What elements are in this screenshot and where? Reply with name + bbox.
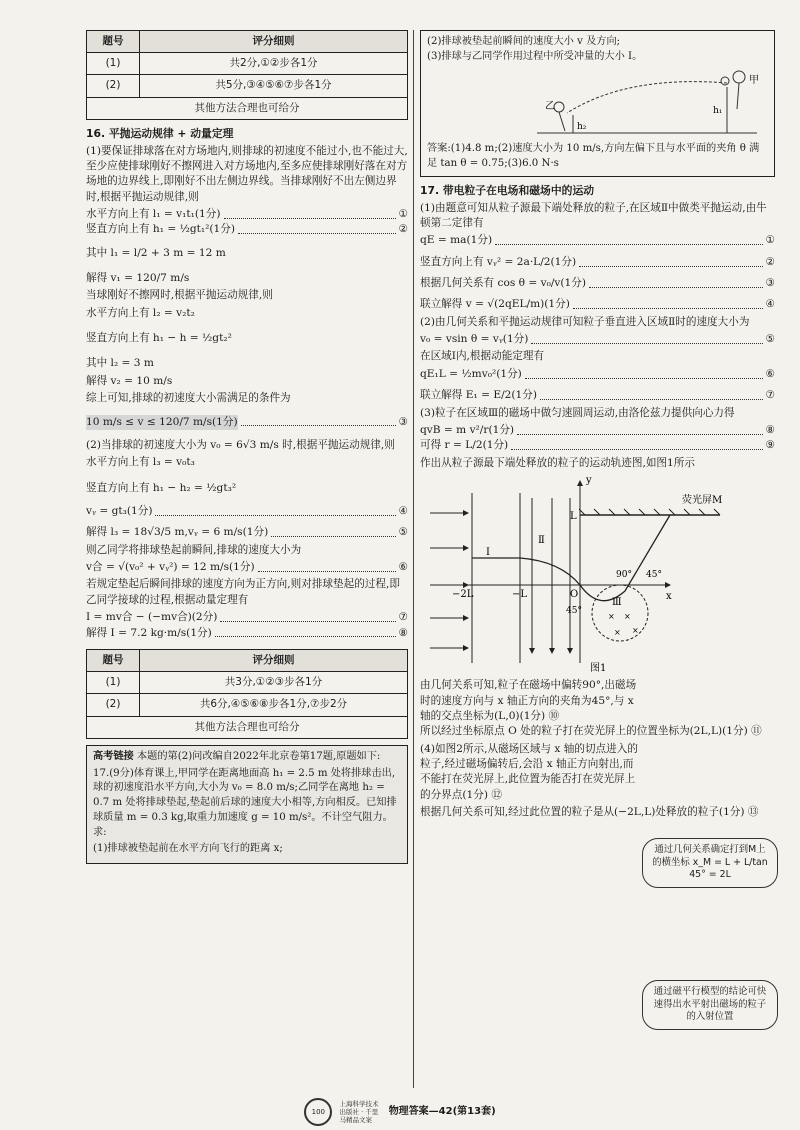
exam-link-box	[86, 745, 408, 864]
label-angle-45: 45°	[646, 569, 662, 580]
table-header-criteria: 评分细则	[140, 31, 408, 53]
callout-note-1: 通过几何关系确定打到M上的横坐标 x_M = L + L/tan 45° = 2L	[642, 838, 778, 888]
equation-line: 竖直方向上有 h₁ − h₂ = ½gt₃²	[86, 481, 237, 494]
label-angle-90: 90°	[616, 569, 632, 580]
label-region-1: Ⅰ	[486, 546, 490, 558]
scoring-table-1	[86, 30, 408, 120]
callout-note-2: 通过磁平行模型的结论可快速得出水平射出磁场的粒子的入射位置	[642, 980, 778, 1030]
table-row: (1) 共3分,①②③步各1分	[87, 672, 408, 694]
player-yi-icon	[554, 102, 564, 112]
equation-line: 竖直方向上有 h₁ = ½gt₁²(1分) ②	[86, 223, 408, 236]
equation-line: vᵧ = gt₃(1分) ④	[86, 504, 408, 517]
equation-line: v合 = √(v₀² + vᵧ²) = 12 m/s(1分) ⑥	[86, 561, 408, 574]
equation-line: 竖直方向上有 vᵧ² = 2a·L/2(1分) ②	[420, 255, 775, 268]
y-axis-label: y	[586, 474, 592, 486]
label-L: L	[570, 510, 577, 522]
label-h2: h₂	[577, 121, 587, 132]
particle-exit-path	[580, 515, 670, 601]
question-17-title: 17. 带电粒子在电场和磁场中的运动	[420, 183, 595, 197]
paragraph: 根据几何关系可知,经过此位置的粒子是从(−2L,L)处释放的粒子(1分)	[420, 806, 745, 819]
field-arrows-region-2	[532, 498, 570, 653]
svg-text:×: ×	[608, 611, 615, 621]
equation-line: 解得 v₂ = 10 m/s	[86, 374, 173, 387]
equation-line: 根据几何关系有 cos θ = v₀/v(1分) ③	[420, 276, 775, 289]
figure-caption: 图1	[590, 662, 607, 673]
table-row: 其他方法合理也可给分	[87, 97, 408, 119]
original-answer: 答案:(1)4.8 m;(2)速度大小为 10 m/s,方向左偏下且与水平面的夹角 θ 满足 tan θ = 0.75;(3)6.0 N·s	[427, 143, 760, 170]
label-region-3: Ⅲ	[612, 596, 622, 608]
svg-text:×: ×	[632, 625, 639, 635]
equation-line: 所以经过坐标原点 O 处的粒子打在荧光屏上的位置坐标为(2L,L)(1分) ⑪	[420, 725, 762, 738]
equation-line: 水平方向上有 l₃ = v₀t₃	[86, 456, 195, 469]
equation-line: 10 m/s ≤ v ≤ 120/7 m/s(1分) ③	[86, 415, 408, 430]
label-minus-2L: −2L	[452, 588, 474, 600]
screen-hatching	[579, 509, 720, 515]
equation-line: 水平方向上有 l₁ = v₁t₁(1分) ①	[86, 207, 408, 220]
paragraph: (1)要保证排球落在对方场地内,则排球的初速度不能过小,也不能过大,至少应使排球刚好不擦网进入对方场地内,至多应使排球刚好落在对方场地的边界线上,即刚好不出左侧边界线。当排球刚好不出左侧边界时,根据平抛运动规律,则	[86, 144, 408, 203]
equation-line: 其中 l₁ = l/2 + 3 m = 12 m	[86, 246, 226, 259]
paragraph-with-note	[420, 678, 775, 724]
step-number: ⑫	[491, 788, 502, 801]
table-row: (2) 共5分,③④⑤⑥⑦步各1分	[87, 75, 408, 97]
original-subquestion: (3)排球与乙同学作用过程中所受冲量的大小 I。	[427, 50, 643, 62]
label-jia: 甲	[749, 74, 759, 86]
equation-line: qE₁L = ½mv₀²(1分) ⑥	[420, 367, 775, 380]
column-divider	[413, 30, 414, 1088]
paragraph: 综上可知,排球的初速度大小需满足的条件为	[86, 392, 291, 405]
label-origin: O	[570, 588, 579, 600]
paragraph: (2)当排球的初速度大小为 v₀ = 6√3 m/s 时,根据平抛运动规律,则	[86, 438, 395, 451]
svg-text:×: ×	[614, 627, 621, 637]
svg-text:×: ×	[624, 611, 631, 621]
paragraph: (1)由题意可知从粒子源最下端处释放的粒子,在区域Ⅱ中做类平抛运动,由牛顿第二定律有	[420, 201, 767, 229]
exam-link-title: 高考链接	[93, 750, 134, 762]
right-column	[420, 30, 775, 1023]
paragraph: 当球刚好不擦网时,根据平抛运动规律,则	[86, 289, 273, 302]
paragraph: 由几何关系可知,粒子在磁场中偏转90°,出磁场时的速度方向与 x 轴正方向的夹角为45°,与 x 轴的交点坐标为(L,0)(1分)	[420, 679, 637, 723]
table-header-number: 题号	[87, 31, 140, 53]
equation-line: qE = ma(1分) ①	[420, 234, 775, 247]
table-header-number: 题号	[87, 649, 140, 671]
equation-line: 解得 l₃ = 18√3/5 m,vᵧ = 6 m/s(1分) ⑤	[86, 526, 408, 539]
equation-line: 可得 r = L/2(1分) ⑨	[420, 439, 775, 452]
equation-line: 竖直方向上有 h₁ − h = ½gt₂²	[86, 332, 232, 345]
equation-line: 水平方向上有 l₂ = v₂t₂	[86, 306, 195, 319]
original-subquestion: (2)排球被垫起前瞬间的速度大小 v 及方向;	[427, 36, 621, 47]
equation-line: 联立解得 v = √(2qEL/m)(1分) ④	[420, 298, 775, 311]
scoring-table-2	[86, 649, 408, 739]
ball-trajectory	[567, 81, 727, 112]
original-question-continued	[420, 30, 775, 177]
paragraph: (3)粒子在区域Ⅲ的磁场中做匀速圆周运动,由洛伦兹力提供向心力得	[420, 406, 735, 419]
left-column	[86, 30, 408, 864]
paragraph: (2)由几何关系和平抛运动规律可知粒子垂直进入区域Ⅱ时的速度大小为	[420, 315, 750, 328]
table-header-criteria: 评分细则	[140, 649, 408, 671]
player-yi-body	[559, 112, 565, 131]
exam-link-intro: 本题的第(2)问改编自2022年北京卷第17题,原题如下:	[137, 750, 381, 762]
equation-line: 解得 v₁ = 120/7 m/s	[86, 272, 190, 285]
table-row: (1) 共2分,①②步各1分	[87, 53, 408, 75]
page-number: 物理答案—42(第13套)	[388, 1105, 496, 1117]
player-jia-icon	[733, 71, 745, 83]
paragraph-with-note-2	[420, 742, 775, 803]
field-arrows-region-1	[430, 513, 468, 648]
equation-line: v₀ = vsin θ = vᵧ(1分) ⑤	[420, 333, 775, 346]
table-row: (2) 共6分,④⑤⑥⑧步各1分,⑦步2分	[87, 694, 408, 716]
equation-line: 联立解得 E₁ = E/2(1分) ⑦	[420, 389, 775, 402]
volleyball-figure	[427, 65, 767, 137]
particle-trajectory	[472, 558, 580, 585]
original-subquestion: (1)排球被垫起前在水平方向飞行的距离 x;	[93, 843, 283, 855]
label-minus-L: −L	[512, 588, 528, 600]
paragraph: 在区域Ⅰ内,根据动能定理有	[420, 350, 545, 363]
label-region-2: Ⅱ	[538, 534, 545, 546]
label-h1: h₁	[713, 105, 723, 116]
publisher-logo: 100	[304, 1098, 332, 1126]
paragraph: 作出从粒子源最下端处释放的粒子的运动轨迹图,如图1所示	[420, 456, 695, 469]
page-footer	[0, 1098, 800, 1126]
equation-line: 其中 l₂ = 3 m	[86, 357, 154, 370]
screen-label: 荧光屏M	[682, 494, 723, 506]
ball-icon	[721, 77, 729, 85]
label-angle-45b: 45°	[566, 605, 582, 616]
original-question: 17.(9分)体育课上,甲同学在距离地面高 h₁ = 2.5 m 处将排球击出,球的初速度沿水平方向,大小为 v₀ = 8.0 m/s;乙同学在离地 h₂ = 0.7 m 处将排球垫起,垫起前后球的速度大小相等,方向相反。已知排球质量 m = 0.3 kg,取重力加速度 g = 10 m/s²。不计空气阻力。求:	[93, 767, 397, 838]
equation-line: 解得 I = 7.2 kg·m/s(1分) ⑧	[86, 626, 408, 639]
publisher-name: 上海科学技术出版社 · 千里马精品文案	[339, 1100, 379, 1124]
x-axis-label: x	[666, 590, 672, 602]
label-yi: 乙	[545, 100, 555, 112]
table-row: 其他方法合理也可给分	[87, 716, 408, 738]
paragraph: 则乙同学将排球垫起前瞬间,排球的速度大小为	[86, 543, 302, 556]
step-number: ⑩	[548, 710, 560, 723]
paragraph: (4)如图2所示,从磁场区域与 x 轴的切点进入的粒子,经过磁场偏转后,会沿 x 轴正方向射出,而不能打在荧光屏上,此位置为能否打在荧光屏上的分界点(1分)	[420, 742, 638, 801]
equation-line: qvB = m v²/r(1分) ⑧	[420, 423, 775, 436]
figure-1-diagram	[420, 473, 775, 673]
question-16-title: 16. 平抛运动规律 + 动量定理	[86, 126, 234, 140]
step-number: ⑬	[747, 806, 759, 819]
player-jia-body	[737, 83, 739, 109]
paragraph: 若规定垫起后瞬间排球的速度方向为正方向,则对排球垫起的过程,即乙同学接球的过程,根据动量定理有	[86, 578, 400, 606]
equation-line: I = mv合 − (−mv合)(2分) ⑦	[86, 611, 408, 624]
